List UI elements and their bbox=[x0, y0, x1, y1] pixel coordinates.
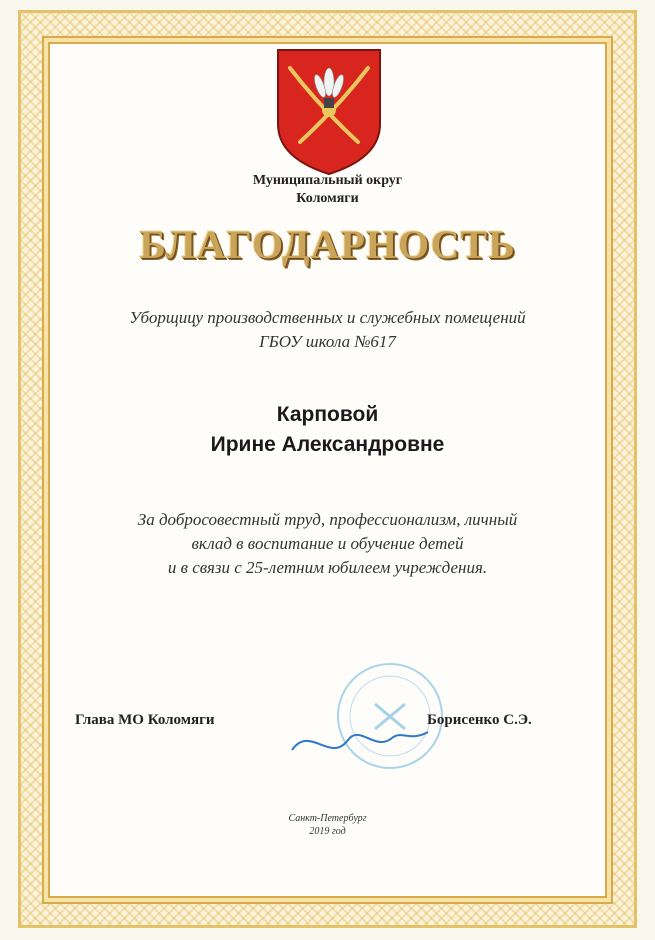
stamp-icon bbox=[280, 654, 450, 784]
award-reason bbox=[42, 508, 613, 580]
position-line-2: ГБОУ школа №617 bbox=[259, 332, 396, 351]
signatory-name: Борисенко С.Э. bbox=[427, 712, 532, 728]
footer-year: 2019 год bbox=[309, 826, 346, 837]
recipient-position bbox=[42, 306, 613, 354]
place-date bbox=[42, 812, 613, 838]
reason-line-1: За добросовестный труд, профессионализм, личный bbox=[137, 510, 518, 529]
org-line-1: Муниципальный округ bbox=[252, 173, 403, 188]
recipient-surname: Карповой bbox=[276, 403, 379, 426]
position-line-1: Уборщицу производственных и служебных помещений bbox=[129, 308, 526, 327]
recipient-name bbox=[42, 400, 613, 460]
signatory-title: Глава МО Коломяги bbox=[75, 712, 215, 728]
reason-line-2: вклад в воспитание и обучение детей bbox=[191, 534, 464, 553]
certificate-title: БЛАГОДАРНОСТЬ bbox=[139, 222, 516, 267]
recipient-given-names: Ирине Александровне bbox=[210, 433, 445, 456]
coat-of-arms-icon bbox=[274, 46, 384, 178]
municipality-name bbox=[42, 172, 613, 208]
org-line-2: Коломяги bbox=[296, 191, 359, 206]
footer-city: Санкт-Петербург bbox=[288, 813, 367, 824]
reason-line-3: и в связи с 25-летним юбилеем учреждения. bbox=[167, 558, 488, 577]
certificate-content bbox=[42, 36, 613, 904]
